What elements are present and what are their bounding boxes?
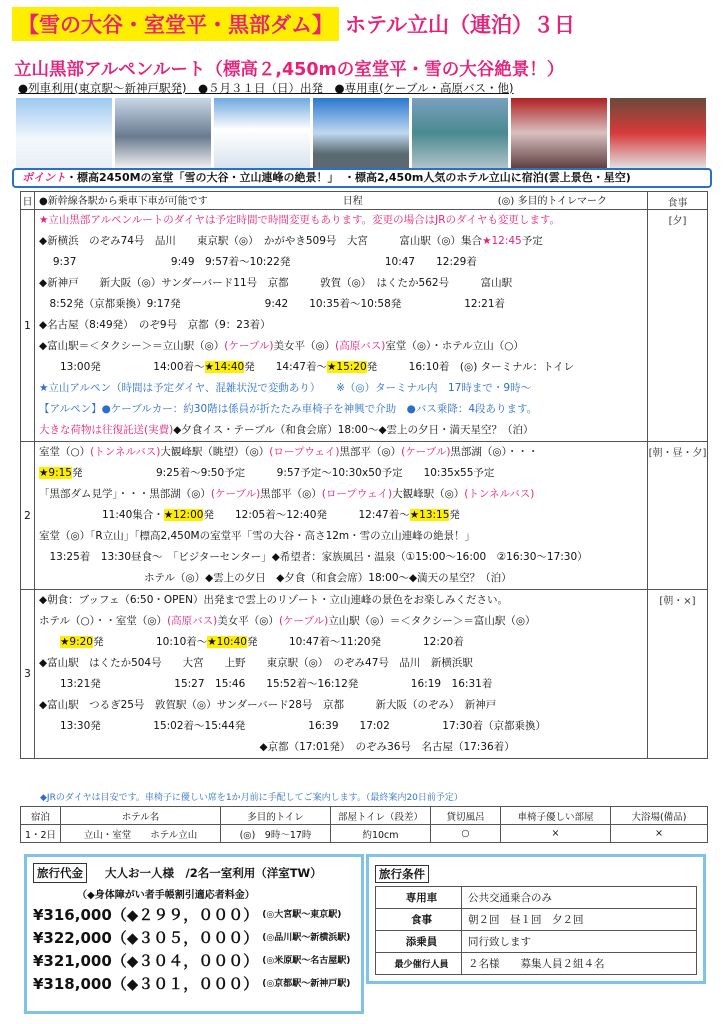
itinerary-segment: ◆富山駅 つるぎ25号 敦賀駅（◎）サンダーバード28号 京都 新大阪（のぞみ） 新神戸 bbox=[39, 699, 497, 711]
day-meals: [夕] bbox=[648, 210, 708, 442]
condition-value: 同行致します bbox=[462, 931, 697, 953]
conditions-row bbox=[376, 931, 697, 953]
itinerary-segment: (ロープウェイ) bbox=[269, 446, 340, 458]
stay-header: 宿泊 bbox=[21, 807, 61, 825]
itinerary-segment: 「黒部ダム見学」・・・黒部湖（◎） bbox=[39, 488, 211, 500]
itinerary-segment: 発 16:10着 (◎) ターミナル：トイレ bbox=[366, 361, 575, 373]
itinerary-line bbox=[35, 737, 647, 758]
itinerary-segment: 美女平（◎） bbox=[217, 615, 279, 627]
price-label: 旅行代金 bbox=[33, 863, 87, 883]
itinerary-segment: 【アルペン】●ケーブルカー：約30階は係員が折たたみ車椅子を神興で介助 ●バス乗降：4段あります。 bbox=[39, 403, 538, 415]
condition-value: 公共交通乗合のみ bbox=[462, 887, 697, 909]
stay-cell: 1・2日 bbox=[21, 825, 61, 843]
title-banner bbox=[12, 8, 575, 40]
stay-cell: (◎) 9時～17時 bbox=[221, 825, 331, 843]
itinerary-line bbox=[35, 252, 647, 273]
photo-snow-wall bbox=[16, 98, 112, 168]
itinerary-segment: ★立山アルペン（時間は予定ダイヤ、混雑状況で変動あり） ※（◎）ターミナル内 17時まで・9時～ bbox=[39, 382, 532, 394]
itinerary-segment: 室堂（○） bbox=[39, 446, 91, 458]
day-row-2 bbox=[21, 442, 708, 590]
price-value: ¥316,000（◆２９９，０００） bbox=[33, 906, 259, 924]
itinerary-segment bbox=[39, 636, 60, 648]
itinerary-line bbox=[35, 716, 647, 737]
price-value: ¥318,000（◆３０１，０００） bbox=[33, 975, 259, 993]
day-row-3 bbox=[21, 590, 708, 759]
itinerary-segment: ★9:15 bbox=[39, 467, 72, 479]
condition-key: 専用車 bbox=[376, 887, 462, 909]
day-lines bbox=[35, 210, 648, 442]
photo-station bbox=[610, 98, 706, 168]
itinerary-segment: 室堂（◎）「R立山」「標高2,450Mの室堂平「雪の大谷・高さ12m・雪の立山連峰の絶景！」 bbox=[39, 530, 476, 542]
itinerary-line bbox=[35, 568, 647, 589]
point-text: ・標高2450Mの室堂「雪の大谷・立山連峰の絶景！」 ・標高2,450m人気のホテル立山に宿泊(雲上景色・星空) bbox=[66, 171, 631, 184]
stay-cell: 約10cm bbox=[331, 825, 431, 843]
day-meals: [朝・×] bbox=[648, 590, 708, 759]
stay-header: ホテル名 bbox=[61, 807, 221, 825]
itinerary-segment: (ケーブル) bbox=[401, 446, 451, 458]
itinerary-segment: 13:00発 14:00着～ bbox=[39, 361, 205, 373]
itinerary-segment: ★14:40 bbox=[204, 361, 245, 373]
price-item bbox=[33, 950, 355, 973]
day-number: 3 bbox=[21, 590, 35, 759]
stay-header-row bbox=[21, 807, 708, 825]
condition-key: 最少催行人員 bbox=[376, 953, 462, 975]
stay-header: 車椅子優しい部屋 bbox=[501, 807, 611, 825]
itinerary-segment: 発 10:47着～11:20発 12:20着 bbox=[246, 636, 464, 648]
itinerary-segment: ◆新神戸 新大阪（◎）サンダーバード11号 京都 敦賀（◎） はくたか562号 富山駅 bbox=[39, 277, 513, 289]
itinerary-line bbox=[35, 611, 647, 632]
stay-header: 部屋トイレ（段差） bbox=[331, 807, 431, 825]
header-day: 日 bbox=[21, 192, 35, 210]
itinerary-segment: ◆富山駅＝＜タクシー＞＝立山駅（◎） bbox=[39, 340, 225, 352]
price-value: ¥321,000（◆３０４，０００） bbox=[33, 952, 259, 970]
header-schedule bbox=[35, 192, 648, 210]
stay-row bbox=[21, 825, 708, 843]
itinerary-segment: 発 14:47着～ bbox=[244, 361, 327, 373]
itinerary-segment: 11:40集合・ bbox=[39, 509, 164, 521]
trip-info: ●列車利用(東京駅～新神戸駅発) ●５月３１日（日）出発 ●専用車(ケーブル・高原バス・他) bbox=[18, 81, 514, 95]
itinerary-segment: 大きな荷物は往復託送(実費) bbox=[39, 424, 174, 436]
header-schedule-label: 日程 bbox=[342, 196, 363, 207]
jr-note: ◆JRのダイヤは目安です。車椅子に優しい席を1か月前に手配してご案内します。（最終案内20日前予定） bbox=[40, 793, 463, 803]
stay-header: 貸切風呂 bbox=[431, 807, 501, 825]
itinerary-segment: 室堂（◎）・ホテル立山（○） bbox=[385, 340, 524, 352]
stay-table bbox=[20, 806, 708, 843]
conditions-label: 旅行条件 bbox=[375, 865, 429, 883]
itinerary-line bbox=[35, 653, 647, 674]
itinerary-segment: ★10:40 bbox=[207, 636, 247, 648]
conditions-table bbox=[375, 886, 697, 975]
stay-header: 多目的トイレ bbox=[221, 807, 331, 825]
day-lines bbox=[35, 442, 648, 590]
itinerary-line bbox=[35, 442, 647, 463]
itinerary-segment: 発 9:25着～9:50予定 9:57予定～10:30ⅹ50予定 10:35ⅹ55予定 bbox=[72, 467, 495, 479]
itinerary-segment: 美女平（◎） bbox=[273, 340, 336, 352]
condition-value: 朝２回 昼１回 夕２回 bbox=[462, 909, 697, 931]
day-number: 2 bbox=[21, 442, 35, 590]
subtitle: 立山黒部アルペンルート（標高２,450mの室堂平・雪の大谷絶景！） bbox=[14, 60, 565, 80]
itinerary-table bbox=[20, 191, 708, 759]
header-toilet: (◎) 多目的トイレマーク bbox=[497, 196, 607, 207]
condition-key: 添乗員 bbox=[376, 931, 462, 953]
price-per: 大人お一人様 /2名一室利用（洋室TW） bbox=[105, 866, 322, 880]
price-section: (◎京都駅～新神戸駅) bbox=[262, 979, 351, 989]
price-value: ¥322,000（◆３０５，０００） bbox=[33, 929, 259, 947]
itinerary-segment: ◆新横浜 のぞみ74号 品川 東京駅（◎） かがやき509号 大宮 富山駅（◎）集合 bbox=[39, 235, 483, 247]
itinerary-line bbox=[35, 674, 647, 695]
itinerary-segment: ◆夕食イス・テーブル（和食会席）18:00～◆雲上の夕日・満天星空？（泊） bbox=[173, 424, 534, 436]
day-lines bbox=[35, 590, 648, 759]
stay-cell: 立山・室堂 ホテル立山 bbox=[61, 825, 221, 843]
price-item bbox=[33, 927, 355, 950]
itinerary-segment: 立山駅（◎）＝＜タクシー＞＝富山駅（◎） bbox=[328, 615, 536, 627]
itinerary-line bbox=[35, 695, 647, 716]
conditions-row bbox=[376, 953, 697, 975]
itinerary-line bbox=[35, 210, 647, 231]
header-note: ●新幹線各駅から乗車下車が可能です bbox=[39, 196, 208, 207]
photo-mountains bbox=[313, 98, 409, 168]
itinerary-line bbox=[35, 315, 647, 336]
stay-cell: ○ bbox=[431, 825, 501, 843]
stay-header: 大浴場(備品) bbox=[611, 807, 708, 825]
itinerary-line bbox=[35, 294, 647, 315]
itinerary-segment: ★9:20 bbox=[60, 636, 93, 648]
itinerary-segment: ◆富山駅 はくたか504号 大宮 上野 東京駅（◎） のぞみ47号 品川 新横浜駅 bbox=[39, 657, 473, 669]
header-meals: 食事 bbox=[648, 192, 708, 210]
itinerary-segment: 13:25着 13:30昼食～ 「ビジターセンター」◆希望者：家族風呂・温泉（①15:00～16:00 ②16:30～17:30） bbox=[39, 551, 588, 563]
itinerary-segment: 黒部湖（◎）・・・ bbox=[450, 446, 539, 458]
itinerary-segment: 黒部平（◎） bbox=[260, 488, 322, 500]
price-section: (◎大宮駅～東京駅) bbox=[262, 910, 342, 920]
itinerary-line bbox=[35, 336, 647, 357]
price-item bbox=[33, 904, 355, 927]
itinerary-segment: 9:37 9:49 9:57着～10:22発 10:47 12:29着 bbox=[39, 256, 477, 268]
price-header bbox=[33, 863, 355, 883]
itinerary-segment: ★立山黒部アルペンルート bbox=[39, 214, 164, 226]
itinerary-segment: (ケーブル) bbox=[278, 615, 329, 627]
price-section: (◎米原駅～名古屋駅) bbox=[262, 956, 351, 966]
itinerary-segment: ★13:15 bbox=[409, 509, 450, 521]
itinerary-segment: (ロープウェイ) bbox=[321, 488, 393, 500]
condition-value: ２名様 募集人員２組４名 bbox=[462, 953, 697, 975]
itinerary-segment: 発 bbox=[449, 509, 460, 521]
itinerary-segment: ホテル（◎）◆雲上の夕日 ◆夕食（和食会席）18:00～◆満天の星空？（泊） bbox=[39, 572, 512, 584]
itinerary-segment: 予定 bbox=[521, 235, 543, 247]
itinerary-line bbox=[35, 231, 647, 252]
itinerary-segment: 大観峰駅（眺望）（◎） bbox=[160, 446, 270, 458]
itinerary-line bbox=[35, 505, 647, 526]
itinerary-segment: 8:52発（京都乗換）9:17発 9:42 10:35着～10:58発 12:21着 bbox=[39, 298, 506, 310]
itinerary-segment: ◆名古屋（8:49発） のぞ9号 京都（9：23着） bbox=[39, 319, 271, 331]
photo-ropeway bbox=[511, 98, 607, 168]
itinerary-segment: (トンネルバス) bbox=[464, 488, 535, 500]
itinerary-segment: 13:21発 15:27 15:46 15:52着～16:12発 16:19 16:31着 bbox=[39, 678, 493, 690]
itinerary-line bbox=[35, 590, 647, 611]
itinerary-line bbox=[35, 547, 647, 568]
itinerary-segment: 13:30発 15:02着～15:44発 16:39 17:02 17:30着（京都乗換） bbox=[39, 720, 547, 732]
itinerary-segment: 黒部平（◎） bbox=[339, 446, 402, 458]
itinerary-line bbox=[35, 399, 647, 420]
itinerary-line bbox=[35, 484, 647, 505]
stay-cell: × bbox=[611, 825, 708, 843]
stay-cell: × bbox=[501, 825, 611, 843]
day-meals: [朝・昼・夕] bbox=[648, 442, 708, 590]
itinerary-segment: (ケーブル) bbox=[210, 488, 261, 500]
photo-dam bbox=[412, 98, 508, 168]
itinerary-segment: 発 12:05着～12:40発 12:47着～ bbox=[203, 509, 410, 521]
conditions-box bbox=[366, 854, 706, 984]
itinerary-line bbox=[35, 357, 647, 378]
conditions-row bbox=[376, 887, 697, 909]
itinerary-segment: 発 10:10着～ bbox=[93, 636, 208, 648]
itinerary-line bbox=[35, 526, 647, 547]
itinerary-segment: (トンネルバス) bbox=[90, 446, 161, 458]
itinerary-line bbox=[35, 273, 647, 294]
itinerary-line bbox=[35, 463, 647, 484]
point-banner bbox=[12, 168, 712, 188]
title-highlight: 【雪の大谷・室堂平・黒部ダム】 bbox=[12, 7, 339, 41]
itinerary-segment: ホテル（○）・・室堂（◎） bbox=[39, 615, 168, 627]
price-discount-note: （◆身体障がい者手帳割引適応者料金） bbox=[77, 890, 255, 901]
conditions-row bbox=[376, 909, 697, 931]
itinerary-segment: (ケーブル) bbox=[224, 340, 274, 352]
itinerary-segment: ★12:00 bbox=[163, 509, 204, 521]
point-label: ポイント bbox=[22, 171, 66, 184]
title-rest: ホテル立山（連泊）３日 bbox=[345, 13, 575, 37]
photo-strip bbox=[16, 98, 706, 168]
itinerary-segment: ★12:45 bbox=[482, 235, 522, 247]
itinerary-segment: 大観峰駅（◎） bbox=[392, 488, 465, 500]
price-section: (◎品川駅～新横浜駅) bbox=[262, 933, 351, 943]
itinerary-segment: ★15:20 bbox=[326, 361, 367, 373]
itinerary-header bbox=[21, 192, 708, 210]
itinerary-segment: (高原バス) bbox=[167, 615, 218, 627]
condition-key: 食事 bbox=[376, 909, 462, 931]
itinerary-line bbox=[35, 632, 647, 653]
photo-snow-corridor bbox=[214, 98, 310, 168]
itinerary-segment: のダイヤは予定時間で時間変更もあります。変更の場合はJRのダイヤも変更します。 bbox=[163, 214, 561, 226]
itinerary-segment: ◆朝食：ブッフェ（6:50・OPEN）出発まで雲上のリゾート・立山連峰の景色をお楽しみください。 bbox=[39, 594, 508, 606]
price-box bbox=[24, 854, 364, 1014]
day-number: 1 bbox=[21, 210, 35, 442]
price-item bbox=[33, 973, 355, 996]
itinerary-segment: ◆京都（17:01発） のぞみ36号 名古屋（17:36着） bbox=[39, 741, 515, 753]
itinerary-line bbox=[35, 378, 647, 399]
itinerary-line bbox=[35, 420, 647, 441]
day-row-1 bbox=[21, 210, 708, 442]
photo-tourists bbox=[115, 98, 211, 168]
itinerary-segment: (高原バス) bbox=[335, 340, 386, 352]
